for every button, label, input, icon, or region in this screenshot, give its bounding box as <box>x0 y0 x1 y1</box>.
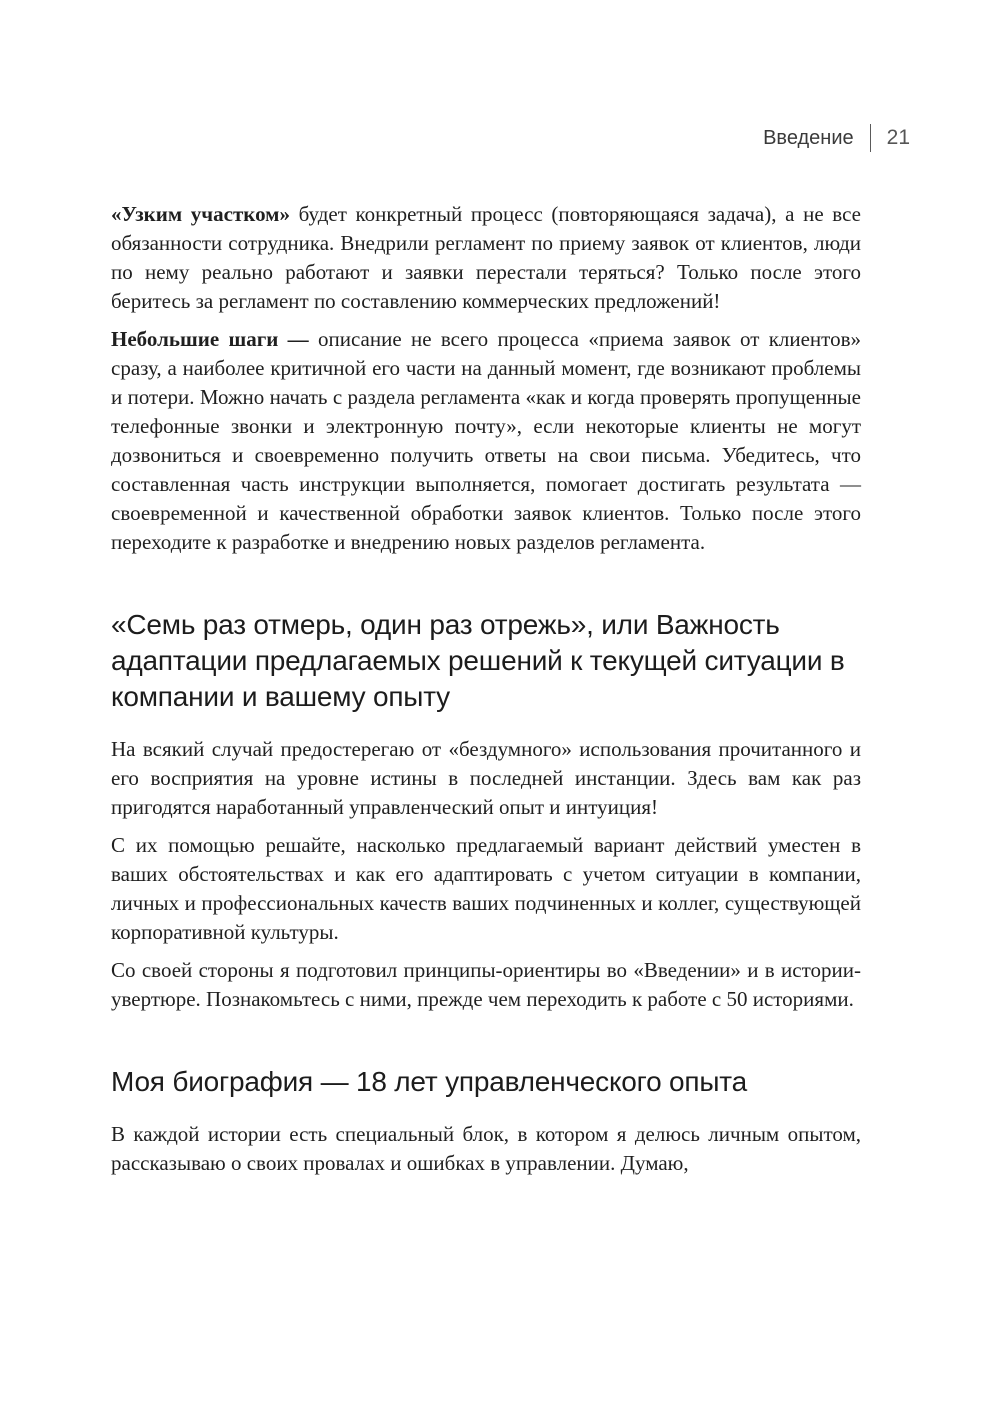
paragraph: В каждой истории есть специальный блок, в котором я делюсь личным опытом, рассказываю о своих провалах и ошибках в управлении. Думаю, <box>111 1122 861 1175</box>
paragraph-narrow-section <box>111 200 861 316</box>
paragraph: Со своей стороны я подготовил принципы-ориентиры во «Введении» и в истории-увертюре. Познакомьтесь с ними, прежде чем переходить к работе с 50 историями. <box>111 958 861 1011</box>
paragraph: На всякий случай предостерегаю от «бездумного» использования прочитанного и его восприятия на уровне истины в последней инстанции. Здесь вам как раз пригодятся наработанный управленческий опыт и интуиция! <box>111 737 861 819</box>
section-heading-adaptation: «Семь раз отмерь, один раз отрежь», или Важность адаптации предлагаемых решений к текущей ситуации в компании и вашему опыту <box>111 609 845 712</box>
running-head <box>763 124 910 152</box>
paragraph-text: будет конкретный процесс (повторяющаяся задача), а не все обязанности сотрудника. Внедрили регламент по приему заявок от клиентов, люди по нему реально работают и заявки перестали теряться? Только после этого беритесь за регламент по составлению коммерческих предложений! <box>111 202 861 313</box>
running-head-section: Введение <box>763 126 854 149</box>
paragraph: С их помощью решайте, насколько предлагаемый вариант действий уместен в ваших обстоятельствах и как его адаптировать с учетом ситуации в компании, личных и профессиональных качеств ваших подчиненных и коллег, существующей корпоративной культуры. <box>111 833 861 944</box>
page-body <box>111 200 861 1187</box>
section-heading-biography: Моя биография — 18 лет управленческого опыта <box>111 1066 747 1097</box>
paragraph-small-steps <box>111 325 861 557</box>
term-narrow-section: «Узким участком» <box>111 202 290 226</box>
paragraph-text: описание не всего процесса «приема заявок от клиентов» сразу, а наиболее критичной его части на данный момент, где возникают проблемы и потери. Можно начать с раздела регламента «как и когда проверять пропущенные телефонные звонки и электронную почту», если некоторые клиенты не могут дозвониться и своевременно получить ответы на свои письма. Убедитесь, что составленная часть инструкции выполняется, помогает достигать результата — своевременной и качественной обработки заявок клиентов. Только после этого переходите к разработке и внедрению новых разделов регламента. <box>111 327 861 554</box>
term-small-steps: Небольшие шаги — <box>111 327 309 351</box>
page-number: 21 <box>886 126 910 149</box>
